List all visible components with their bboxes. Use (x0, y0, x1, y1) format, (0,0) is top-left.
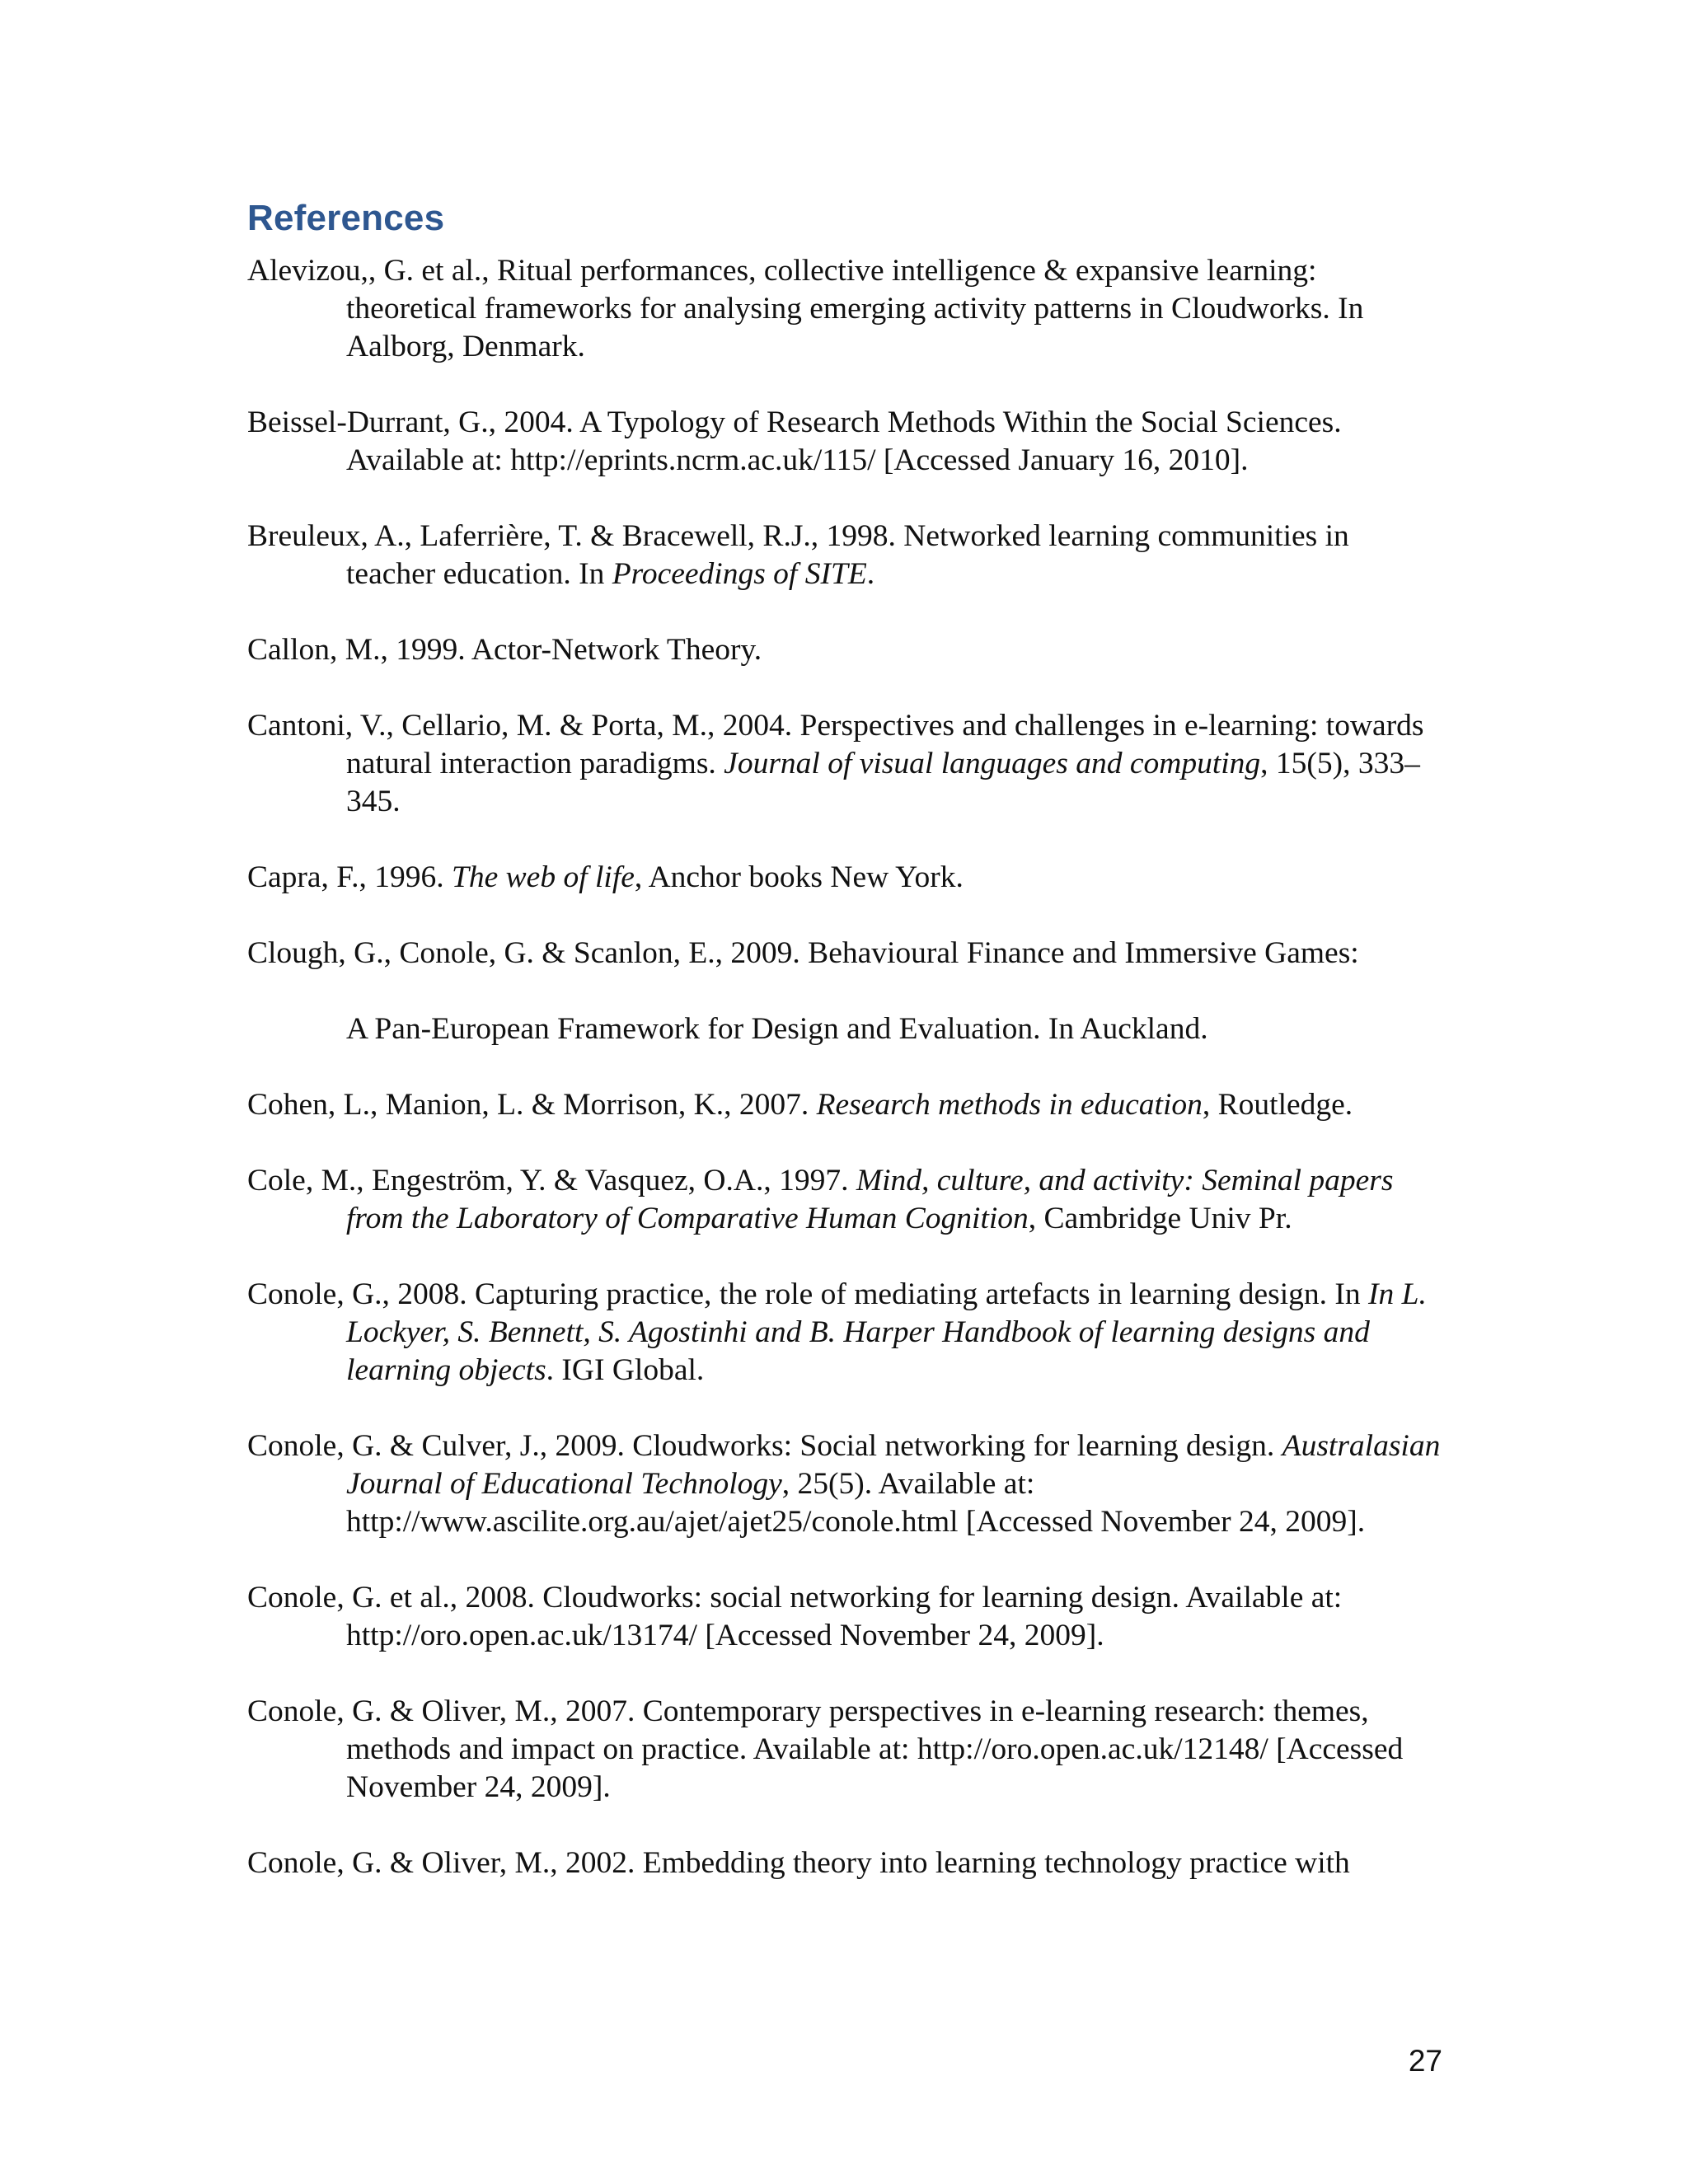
reference-entry (247, 252, 1442, 366)
reference-entry (247, 1276, 1442, 1390)
reference-italic-title: Research methods in education (816, 1088, 1203, 1122)
reference-italic-title: Mind, culture, and activity: Seminal papers from the Laboratory of Comparative Human Cognition (346, 1164, 1394, 1235)
reference-entry (247, 1693, 1442, 1807)
reference-text: Callon, M., 1999. Actor-Network Theory. (247, 633, 762, 667)
reference-text: Conole, G. & Culver, J., 2009. Cloudworks: Social networking for learning design. (247, 1429, 1282, 1463)
reference-text-tail: , Anchor books New York. (634, 860, 964, 894)
reference-italic-title: The web of life (452, 860, 635, 894)
reference-text-tail: . IGI Global. (546, 1353, 705, 1387)
reference-entry (247, 859, 1442, 897)
reference-text: Conole, G. & Oliver, M., 2002. Embedding theory into learning technology practice with (247, 1846, 1350, 1880)
reference-text: Breuleux, A., Laferrière, T. & Bracewell, R.J., 1998. Networked learning communities in teacher education. In (247, 519, 1349, 591)
reference-text-continued: A Pan-European Framework for Design and Evaluation. In Auckland. (346, 1012, 1208, 1046)
reference-entry (247, 935, 1442, 1048)
reference-text-tail: , Routledge. (1202, 1088, 1353, 1122)
reference-text: Cole, M., Engeström, Y. & Vasquez, O.A., 1997. (247, 1164, 856, 1197)
reference-text-tail: , Cambridge Univ Pr. (1028, 1202, 1292, 1235)
reference-entry (247, 631, 1442, 669)
reference-italic-title: Proceedings of SITE (612, 557, 867, 591)
reference-entry (247, 1579, 1442, 1655)
reference-entry (247, 404, 1442, 480)
reference-text: Conole, G. et al., 2008. Cloudworks: social networking for learning design. Available at: http://oro.open.ac.uk/13174/ [Accessed November 24, 2009]. (247, 1581, 1343, 1652)
reference-entry (247, 1844, 1442, 1882)
references-heading: References (247, 198, 445, 238)
reference-text: Cantoni, V., Cellario, M. & Porta, M., 2004. Perspectives and challenges in e-learning: towards natural interaction paradigms. (247, 709, 1424, 780)
reference-italic-title: Journal of visual languages and computing (724, 747, 1261, 780)
reference-entry (247, 1162, 1442, 1238)
reference-text: Clough, G., Conole, G. & Scanlon, E., 2009. Behavioural Finance and Immersive Games: (247, 936, 1359, 970)
reference-entry (247, 1427, 1442, 1541)
reference-text: Alevizou,, G. et al., Ritual performances, collective intelligence & expansive learning: theoretical frameworks for analysing emerging activity patterns in Cloudworks. In Aalborg, Denmark. (247, 254, 1364, 363)
reference-list (247, 252, 1442, 1920)
reference-entry (247, 707, 1442, 821)
reference-text: Conole, G. & Oliver, M., 2007. Contemporary perspectives in e-learning research: themes, methods and impact on practice. Available at: http://oro.open.ac.uk/12148/ [Accessed November 24, 2009]. (247, 1694, 1404, 1804)
reference-text-tail: , 15(5), 333–345. (346, 747, 1420, 818)
reference-text: Capra, F., 1996. (247, 860, 452, 894)
reference-italic-title: In L. Lockyer, S. Bennett, S. Agostinhi and B. Harper Handbook of learning designs and learning objects (346, 1277, 1427, 1387)
reference-text-tail: . (866, 557, 875, 591)
reference-text: Beissel-Durrant, G., 2004. A Typology of Research Methods Within the Social Sciences. Available at: http://eprints.ncrm.ac.uk/115/ [Accessed January 16, 2010]. (247, 405, 1342, 477)
reference-text: Cohen, L., Manion, L. & Morrison, K., 2007. (247, 1088, 817, 1122)
reference-text: Conole, G., 2008. Capturing practice, the role of mediating artefacts in learning design. In (247, 1277, 1369, 1311)
page-number: 27 (1408, 2044, 1442, 2078)
reference-entry (247, 518, 1442, 593)
reference-entry (247, 1086, 1442, 1124)
reference-italic-title: Australasian Journal of Educational Technology (346, 1429, 1441, 1501)
reference-text-tail: , 25(5). Available at: http://www.ascilite.org.au/ajet/ajet25/conole.html [Accessed November 24, 2009]. (346, 1467, 1366, 1539)
